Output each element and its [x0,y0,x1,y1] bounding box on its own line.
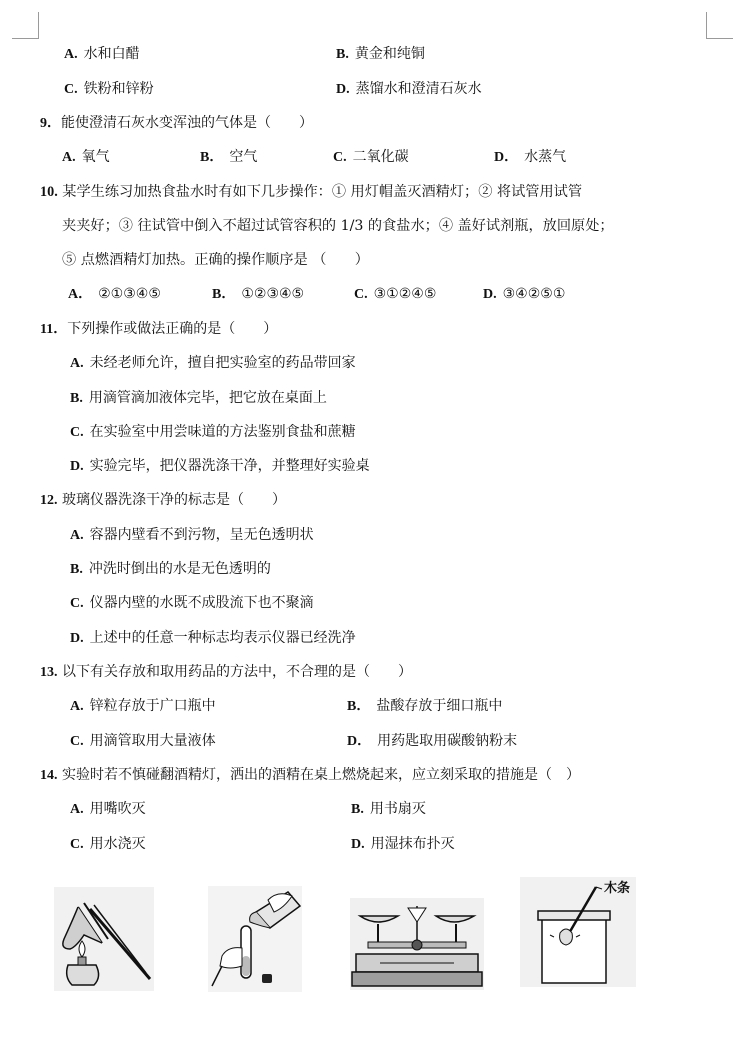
q10-option-b: B． ①②③④⑤ [212,286,305,302]
page-corner-mark-right [706,12,733,39]
q8-option-a: A. 水和白醋 [64,46,140,62]
q12-option-b: B. 冲洗时倒出的水是无色透明的 [70,561,271,577]
q10-option-c: C. ③①②④⑤ [354,286,437,302]
q9-option-b: B． 空气 [200,149,258,165]
q13-option-a: A. 锌粒存放于广口瓶中 [70,698,216,714]
q14-option-d: D. 用湿抹布扑灭 [351,836,455,852]
q14-stem: 14. 实验时若不慎碰翻酒精灯，洒出的酒精在桌上燃烧起来，应立刻采取的措施是（ ） [40,767,580,783]
q10-option-d: D. ③④②⑤① [483,286,566,302]
q10-stem-line2: 夹夹好；③ 往试管中倒入不超过试管容积的 1/3 的食盐水；④ 盖好试剂瓶，放回原处； [62,218,614,234]
q11-option-b: B. 用滴管滴加液体完毕，把它放在桌面上 [70,390,327,406]
q10-option-a: A． ②①③④⑤ [68,286,161,302]
q13-option-d: D． 用药匙取用碳酸钠粉末 [347,733,518,749]
q10-stem-line3: ⑤ 点燃酒精灯加热。正确的操作顺序是 （ ） [62,252,369,268]
q8-option-b: B. 黄金和纯铜 [336,46,425,62]
figure-pouring-liquid [208,886,302,992]
q9-option-c: C. 二氧化碳 [333,149,409,165]
q11-option-a: A. 未经老师允许，擅自把实验室的药品带回家 [70,355,356,371]
q11-stem: 11．下列操作或做法正确的是（ ） [40,321,278,337]
q10-stem-line1: 10. 某学生练习加热食盐水时有如下几步操作：① 用灯帽盖灭酒精灯；② 将试管用试管 [40,184,583,200]
page-corner-mark-left [12,12,39,39]
balance-scale-icon [350,898,484,990]
q14-option-b: B. 用书扇灭 [351,801,426,817]
q14-option-a: A. 用嘴吹灭 [70,801,146,817]
figure-label-mutiao: 木条 [604,881,631,896]
q8-option-d: D. 蒸馏水和澄清石灰水 [336,81,482,97]
q12-option-d: D. 上述中的任意一种标志均表示仪器已经洗净 [70,630,356,646]
figure-balance-scale [350,898,484,990]
q12-option-a: A. 容器内壁看不到污物，呈无色透明状 [70,527,314,543]
figure-gas-jar-with-stick [520,877,636,987]
figure-heating-test-tube [54,887,154,991]
q11-option-d: D. 实验完毕，把仪器洗涤干净，并整理好实验桌 [70,458,370,474]
q9-stem: 9．能使澄清石灰水变浑浊的气体是（ ） [40,115,313,131]
q14-option-c: C. 用水浇灭 [70,836,146,852]
q12-stem: 12. 玻璃仪器洗涤干净的标志是（ ） [40,492,286,508]
q13-option-c: C. 用滴管取用大量液体 [70,733,216,749]
q13-option-b: B． 盐酸存放于细口瓶中 [347,698,503,714]
q13-stem: 13. 以下有关存放和取用药品的方法中，不合理的是（ ） [40,664,412,680]
q12-option-c: C. 仪器内壁的水既不成股流下也不聚滴 [70,595,314,611]
heating-test-tube-icon [54,887,154,991]
pouring-liquid-icon [208,886,302,992]
q9-option-a: A. 氧气 [62,149,110,165]
q11-option-c: C. 在实验室中用尝味道的方法鉴别食盐和蔗糖 [70,424,356,440]
q9-option-d: D． 水蒸气 [494,149,567,165]
q8-option-c: C. 铁粉和锌粉 [64,81,154,97]
